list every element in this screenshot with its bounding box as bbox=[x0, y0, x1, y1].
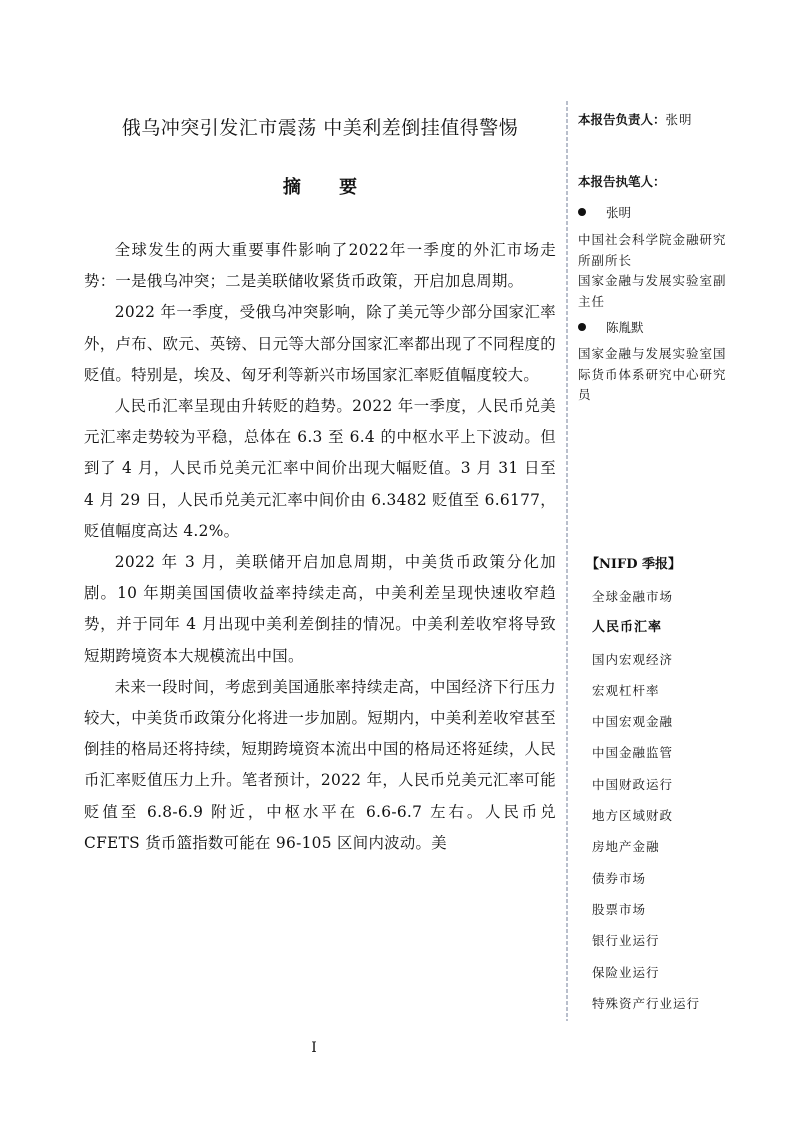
series-item: 国内宏观经济 bbox=[592, 651, 674, 667]
author-name: 张明 bbox=[606, 205, 632, 220]
report-title: 俄乌冲突引发汇市震荡 中美利差倒挂值得警惕 bbox=[121, 117, 519, 139]
bullet-icon bbox=[578, 323, 586, 331]
series-item: 中国金融监管 bbox=[592, 745, 674, 761]
series-title: 【NIFD 季报】 bbox=[586, 557, 681, 572]
author-item bbox=[578, 319, 644, 337]
writers-label: 本报告执笔人： bbox=[578, 174, 666, 189]
author-item bbox=[578, 204, 631, 222]
sidebar-divider bbox=[566, 101, 568, 1021]
author-affiliation-text: 国家金融与发展实验室国际货币体系研究中心研究员 bbox=[578, 346, 727, 402]
series-item: 房地产金融 bbox=[592, 839, 660, 855]
report-responsible bbox=[578, 110, 693, 129]
abstract-paragraph-3: 人民币汇率呈现由升转贬的趋势。2022 年一季度，人民币兑美元汇率走势较为平稳，总体在 6.3 至 6.4 的中枢水平上下波动。但到了 4 月，人民币兑美元汇率中间价出现大幅贬值。3 月 31 日至 4 月 29 日，人民币兑美元汇率中间价由 6.3482 贬值至 6.6177，贬值幅度高达 4.2%。 bbox=[84, 397, 556, 540]
author-affiliation-text: 中国社会科学院金融研究所副所长 国家金融与发展实验室副主任 bbox=[578, 232, 727, 309]
series-item: 中国财政运行 bbox=[592, 776, 674, 792]
series-item: 宏观杠杆率 bbox=[592, 682, 660, 698]
abstract-paragraph-1: 全球发生的两大重要事件影响了2022年一季度的外汇市场走势：一是俄乌冲突；二是美联储收紧货币政策，开启加息周期。 bbox=[84, 241, 556, 291]
abstract-body bbox=[84, 235, 556, 859]
series-item-active: 人民币汇率 bbox=[592, 620, 663, 636]
abstract-paragraph-2: 2022 年一季度，受俄乌冲突影响，除了美元等少部分国家汇率外，卢布、欧元、英镑、日元等大部分国家汇率都出现了不同程度的贬值。特别是，埃及、匈牙利等新兴市场国家汇率贬值幅度较大。 bbox=[84, 303, 556, 384]
responsible-name: 张明 bbox=[665, 112, 693, 127]
author-affiliation bbox=[578, 344, 738, 406]
series-item: 银行业运行 bbox=[592, 933, 660, 949]
abstract-paragraph-4: 2022 年 3 月，美联储开启加息周期，中美货币政策分化加剧。10 年期美国国债收益率持续走高，中美利差呈现快速收窄趋势，并于同年 4 月出现中美利差倒挂的情况。中美利差收窄将导致短期跨境资本大规模流出中国。 bbox=[84, 553, 556, 665]
series-item: 股票市场 bbox=[592, 901, 647, 917]
bullet-icon bbox=[578, 208, 586, 216]
responsible-label: 本报告负责人： bbox=[578, 112, 666, 127]
series-item: 地方区域财政 bbox=[592, 808, 674, 824]
author-affiliation bbox=[578, 230, 738, 312]
series-item: 全球金融市场 bbox=[592, 589, 674, 604]
series-item: 特殊资产行业运行 bbox=[592, 995, 701, 1011]
main-column bbox=[84, 0, 556, 1122]
series-list bbox=[592, 588, 700, 1026]
series-item: 债券市场 bbox=[592, 870, 647, 886]
abstract-heading: 摘 要 bbox=[282, 177, 374, 198]
series-item: 保险业运行 bbox=[592, 964, 660, 980]
page-number: I bbox=[311, 1040, 317, 1056]
author-name: 陈胤默 bbox=[606, 320, 644, 335]
series-item: 中国宏观金融 bbox=[592, 714, 674, 730]
abstract-paragraph-5: 未来一段时间，考虑到美国通胀率持续走高，中国经济下行压力较大，中美货币政策分化将进一步加剧。短期内，中美利差收窄甚至倒挂的格局还将持续，短期跨境资本流出中国的格局还将延续，人民币汇率贬值压力上升。笔者预计，2022 年，人民币兑美元汇率可能贬值至 6.8-6.9 附近，中枢水平在 6.6-6.7 左右。人民币兑 CFETS 货币篮指数可能在 96-105 区间内波动。美 bbox=[84, 677, 556, 852]
